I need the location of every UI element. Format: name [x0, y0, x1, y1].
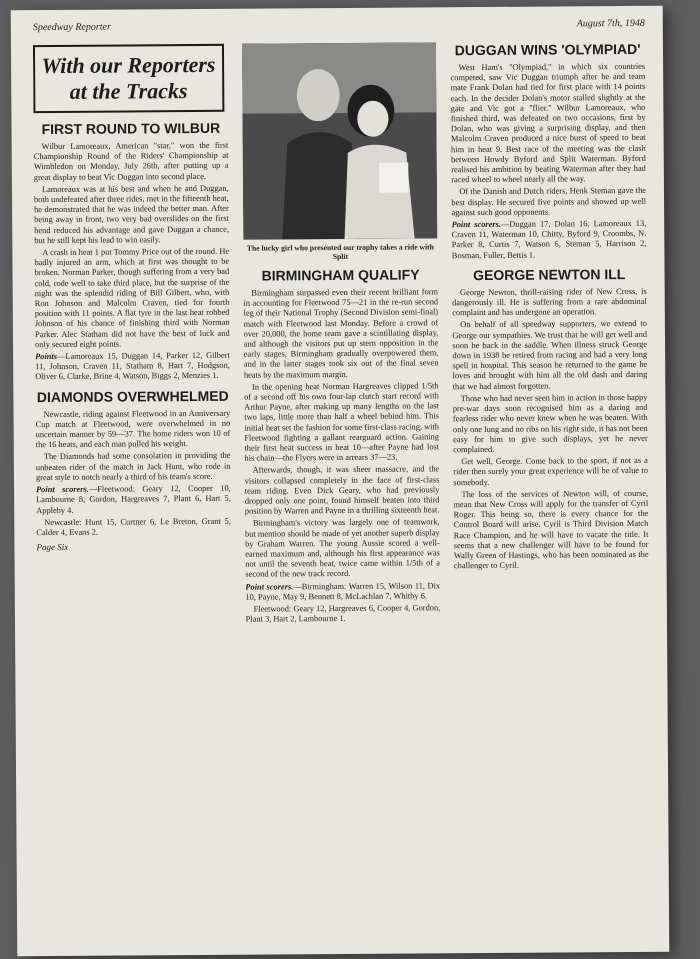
- points-scorers: [245, 581, 440, 603]
- points-scorers: [35, 351, 230, 383]
- scores-list: —Duggan 17, Dolan 16, Lamoreaux 13, Craven 11, Waterman 10, Chitty, Byford 9, Croombs, N. Parker 8, Curtis 7, Watson 6, Steman 5, Harrison 2, Bosman, Fuller, Bettis 1.: [451, 218, 647, 260]
- article-paragraph: Wilbur Lamoreaux, American "star," won the first Championship Round of the Riders' Championship at Wimbledon on Monday, July 26th, after putting up a great display to beat Vic Duggan into second place.: [33, 140, 229, 182]
- points-scorers: [36, 484, 231, 516]
- article-paragraph: On behalf of all speedway supporters, we extend to George our sympathies. We trust that he will get well and soon be back in the saddle. When illness struck George down in 1938 he retired from racing and had a very long spell in hospital. This season he returned to the game he loves and brought with him all the old dash and daring that we had almost forgotten.: [452, 319, 648, 391]
- publication-name: Speedway Reporter: [32, 21, 111, 34]
- points-scorers-away: Fleetwood: Geary 12, Hargreaves 6, Cooper 4, Gordon, Plant 3, Hart 2, Lambourne 1.: [245, 603, 441, 624]
- article-paragraph: The loss of the services of Newton will, of course, mean that New Cross will apply for the transfer of Cyril Roger. This being so, there is every chance for the Control Board will arise. Cyril is Third Division Match Race Champion, and he will have to vacate the title. It seems that a new challenger will have to be found for Wally Green of Hastings, who has been nominated as the challenger to Cyril.: [453, 488, 649, 571]
- points-scorers: [452, 219, 647, 261]
- photo-caption: The lucky girl who presented our trophy takes a ride with Split: [246, 242, 434, 262]
- article-paragraph: Newcastle, riding against Fleetwood in an Anniversary Cup match at Fleetwood, were overwhelmed in no uncertain manner by 59—37. The home riders won 10 of the 16 heats, and each man pulled his weight.: [35, 408, 231, 450]
- column-right: [450, 35, 651, 936]
- article-paragraph: Birmingham's victory was largely one of teamwork, but mention should be made of yet another superb display by Graham Warren. The young Aussie scored a well-earned maximum and, although his first appearance was not until the seventh heat, twice came within 1/5th of a second of the new track record.: [245, 517, 440, 580]
- headline-first-round: FIRST ROUND TO WILBUR: [41, 119, 221, 138]
- headline-newton: GEORGE NEWTON ILL: [473, 265, 626, 283]
- article-paragraph: Afterwards, though, it was sheer massacre, and the visitors collapsed completely in the face of first-class team riding. Even Dick Geary, who had previously dropped only one point, found himself beaten into third position by Warren and Payne in a thrilling sixteenth heat.: [244, 464, 440, 516]
- issue-date: August 7th, 1948: [576, 17, 645, 30]
- page-number: Page Six: [36, 542, 69, 553]
- article-paragraph: West Ham's "Olympiad," in which six countries competed, saw Vic Duggan triumph after he and team mate Frank Dolan had tied for first place with 14 points each. In the decider Dolan's motor stalled slightly at the gate and Vic got a "flier." Wilbur Lamoreaux, who finished third, was defeated on two occasions, first by Dolan, who was giving a surprising display, and then Malcolm Craven produced a nice burst of speed to beat him in heat 9. Best race of the meeting was the clash between Howdy Byford and Split Waterman. Byford realised his ambition by beating Waterman after they had raced wheel to wheel nearly all the way.: [450, 61, 646, 185]
- page-columns: [33, 35, 651, 939]
- article-paragraph: The Diamonds had some consolation in providing the unbeaten rider of the match in Jack Hunt, who rode in great style to notch nearly a third of his team's score.: [35, 451, 231, 483]
- news-photo: [242, 42, 438, 239]
- scores-label: Point scorers.: [36, 484, 89, 495]
- headline-diamonds: DIAMONDS OVERWHELMED: [36, 387, 229, 405]
- article-paragraph: George Newton, thrill-raising rider of New Cross, is dangerously ill. He is suffering from a rare abdominal complaint and has undergone an operation.: [452, 286, 647, 318]
- article-paragraph: Lamoreaux was at his best and when he and Duggan, both undefeated after three rides, met in the fifteenth heat, he demonstrated that he was indeed the better man. After being away in front, two very bad overslides on the first bend reduced his advantage and gave Duggan a chance, but he still kept his lead to win easily.: [33, 183, 229, 245]
- scores-label: Point scorers.: [451, 219, 502, 230]
- scores-list: —Birmingham: Warren 15, Wilson 11, Dix 10, Payne, May 9, Bennett 8, McLachlan 7, Whitby 6.: [245, 580, 441, 602]
- article-paragraph: Get well, George. Come back to the sport, if not as a rider then surely your great experience will be of value to somebody.: [453, 455, 648, 487]
- rider-photo-image: [242, 42, 438, 239]
- headline-birmingham: BIRMINGHAM QUALIFY: [261, 266, 420, 284]
- scores-list: —Fleetwood: Geary 12, Cooper 10, Lambourne 8, Gordon, Hargreaves 7, Plant 6, Hart 5, Appleby 4.: [36, 483, 231, 515]
- column-left: [33, 38, 234, 939]
- headline-duggan: DUGGAN WINS 'OLYMPIAD': [454, 40, 641, 59]
- points-scorers-away: Newcastle: Hunt 15, Curtner 6, Le Breton, Grant 5, Calder 4, Evans 2.: [36, 516, 231, 538]
- running-head: [33, 18, 645, 33]
- article-paragraph: Those who had never seen him in action in those happy pre-war days soon recognised him as a daring and fearless rider who never knew when he was beaten. With only one lung and no ribs on his right side, it has not been easy for him to give such displays, yet he never complained.: [452, 392, 648, 455]
- masthead-title: With our Reporters at the Tracks: [41, 51, 216, 104]
- scores-label: Points: [35, 352, 58, 362]
- article-paragraph: A crash in heat 1 put Tommy Price out of the round. He badly injured an arm, which at first was thought to be broken. Norman Parker, though suffering from a very bad cold, rode well to take third place, but the surprise of the night was the splendid riding of Bill Gilbert, who, with Ron Johnson and Malcolm Craven, tied for fourth position with 11 points. A flat tyre in the last heat robbed Johnson of his chance of finishing third with Norman Parker. Alec Statham did not have the best of luck and only secured eight points.: [34, 246, 230, 349]
- article-paragraph: Of the Danish and Dutch riders, Henk Steman gave the best display. He secured five points and showed up well against such good opponents.: [451, 186, 647, 218]
- section-masthead: [33, 44, 224, 113]
- scores-label: Point scorers.: [245, 582, 294, 592]
- newspaper-page: [11, 6, 670, 957]
- article-paragraph: Birmingham surpassed even their recent brilliant form in accounting for Fleetwood 75—21 in the re-run second leg of their National Trophy (Second Division semi-final) match with Fleetwood last Monday. Before a crowd of over 20,000, the home team gave a scintillating display, and although the visitors put up stern opposition in the early stages, Birmingham gradually overpowered them, and in the latter stages took six out of the final seven heats by the maximum margin.: [243, 287, 439, 380]
- column-middle: [242, 36, 443, 937]
- scores-list: —Lamoreaux 15, Duggan 14, Parker 12, Gilbert 11, Johnson, Craven 11, Statham 8, Hart 7, Hodgson, Oliver 6, Clarke, Brine 4, Watson, Biggs 2, Menzies 1.: [35, 350, 230, 382]
- article-paragraph: In the opening heat Norman Hargreaves clipped 1/5th of a second off his own four-lap clutch start record with Arthur Payne, after making up many lengths on the last two laps, little more than half a wheel behind him. This initial heat set the fashion for some first-class racing, with Fleetwood fighting a gallant rearguard action. Gaining their first heat success in heat 10—after Payne had lost his chain—the Flyers were in arrears 37—23.: [244, 381, 440, 463]
